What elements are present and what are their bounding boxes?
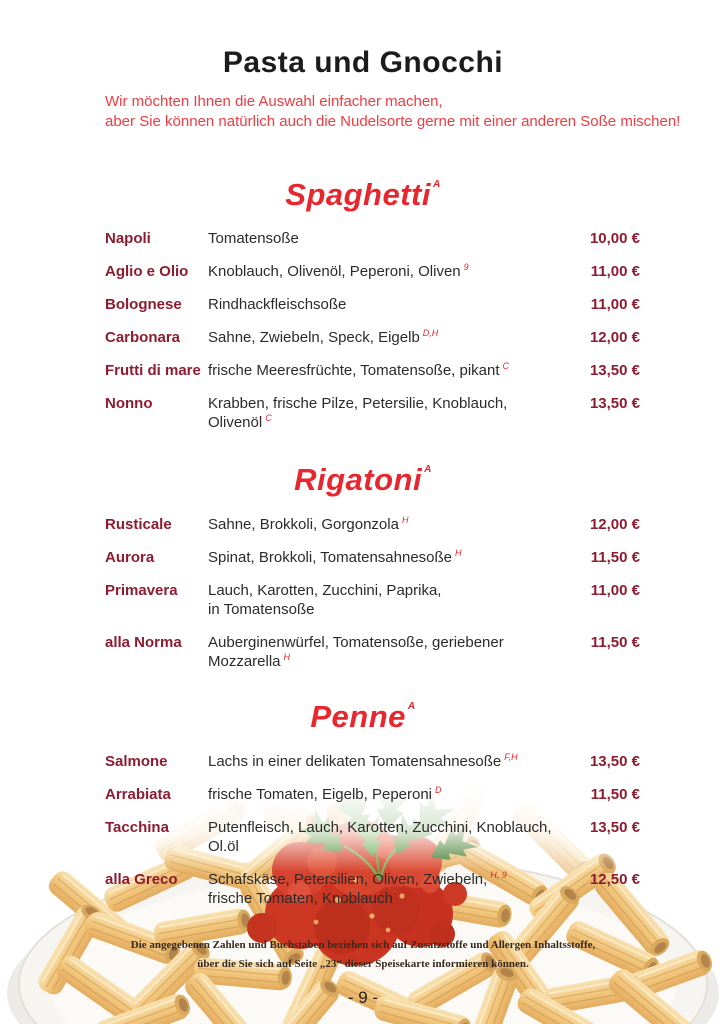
menu-item-description: Schafskäse, Petersilien, Oliven, Zwiebeln, $^{H, 9}$ frische Tomaten, Knoblauch	[208, 870, 574, 908]
intro-text	[105, 92, 726, 132]
menu-item-price: 11,50 €	[590, 549, 640, 566]
menu-item-row	[0, 262, 726, 281]
section-heading-penne	[0, 688, 726, 736]
menu-item-price: 10,00 €	[589, 230, 640, 247]
menu-item-row	[0, 515, 726, 534]
menu-item-description: Lachs in einer delikaten Tomatensahnesoße $^{F,H}$	[208, 752, 518, 770]
menu-item-row	[0, 229, 726, 248]
menu-item-price: 13,50 €	[589, 753, 640, 770]
menu-item-name: Rusticale	[105, 516, 172, 533]
menu-item-row	[0, 752, 726, 771]
section-name: Penne	[310, 699, 406, 734]
allergen-superscript: D,H	[422, 328, 439, 338]
menu-item-row	[0, 295, 726, 314]
section-heading-spaghetti	[0, 166, 726, 214]
menu-item-row	[0, 581, 726, 619]
menu-item-row	[0, 361, 726, 380]
menu-item-description-line2: frische Tomaten, Knoblauch	[208, 890, 393, 907]
menu-item-name: Nonno	[105, 395, 153, 412]
menu-item-name: Aglio e Olio	[105, 263, 189, 280]
menu-item-name: Frutti di mare	[105, 362, 201, 379]
allergen-superscript: A	[433, 179, 441, 190]
menu-item-description: Lauch, Karotten, Zucchini, Paprika, in Tomatensoße	[208, 581, 574, 619]
menu-item-description: Spinat, Brokkoli, Tomatensahnesoße $^H$	[208, 548, 462, 566]
allergen-superscript: A	[407, 701, 416, 712]
allergen-superscript: C	[502, 361, 510, 371]
menu-item-description: Sahne, Brokkoli, Gorgonzola $^H$	[208, 515, 409, 533]
intro-line-2: aber Sie können natürlich auch die Nudelsorte gerne mit einer anderen Soße mischen!	[105, 113, 681, 130]
menu-item-price: 12,50 €	[589, 871, 640, 888]
menu-item-row	[0, 870, 726, 908]
menu-item-description: Krabben, frische Pilze, Petersilie, Knoblauch, Olivenöl $^C$	[208, 395, 508, 431]
section-items-rigatoni	[0, 515, 726, 671]
menu-item-description: Auberginenwürfel, Tomatensoße, geriebener Mozzarella $^H$	[208, 634, 504, 670]
menu-item-description: frische Tomaten, Eigelb, Peperoni $^D$	[208, 785, 442, 803]
menu-item-name: Napoli	[105, 230, 151, 247]
section-name: Rigatoni	[294, 462, 423, 497]
allergen-superscript: H	[283, 652, 291, 662]
menu-item-price: 13,50 €	[589, 362, 640, 379]
menu-item-name: Aurora	[105, 549, 155, 566]
menu-item-price: 12,00 €	[589, 329, 640, 346]
menu-item-description: Knoblauch, Olivenöl, Peperoni, Oliven $^9$	[208, 262, 469, 280]
section-heading-rigatoni	[0, 451, 726, 499]
menu-item-name: Salmone	[105, 753, 168, 770]
menu-item-description: frische Meeresfrüchte, Tomatensoße, pikant $^C$	[208, 361, 510, 379]
menu-item-description: Rindhackfleischsoße	[208, 296, 347, 313]
allergen-superscript: 9	[463, 262, 469, 272]
menu-item-description: Sahne, Zwiebeln, Speck, Eigelb $^{D,H}$	[208, 328, 439, 346]
intro-line-1: Wir möchten Ihnen die Auswahl einfacher machen,	[105, 93, 443, 110]
menu-item-row	[0, 818, 726, 856]
menu-item-name: Carbonara	[105, 329, 181, 346]
menu-item-name: Arrabiata	[105, 786, 171, 803]
menu-item-price: 13,50 €	[589, 819, 640, 836]
allergen-superscript: H	[455, 548, 462, 558]
page-number: - 9 -	[347, 988, 379, 1007]
menu-item-price: 11,50 €	[590, 634, 640, 651]
menu-item-price: 11,00 €	[590, 582, 640, 599]
allergen-superscript: A	[424, 464, 432, 475]
menu-item-name: alla Norma	[105, 634, 182, 651]
menu-item-description-line2: in Tomatensoße	[208, 601, 315, 618]
page-title: Pasta und Gnocchi	[222, 46, 504, 79]
menu-item-description: Tomatensoße	[208, 230, 299, 247]
menu-item-price: 11,50 €	[590, 786, 640, 803]
allergen-superscript: D	[435, 785, 442, 795]
section-items-spaghetti	[0, 229, 726, 432]
menu-item-price: 12,00 €	[589, 516, 640, 533]
menu-item-row	[0, 394, 726, 432]
footnote-line-2: über die Sie sich auf Seite „23“ dieser Speisekarte informieren können.	[197, 958, 529, 970]
allergen-superscript: F,H	[504, 752, 518, 762]
menu-item-row	[0, 785, 726, 804]
allergen-superscript: C	[265, 413, 272, 423]
menu-item-name: Primavera	[105, 582, 178, 599]
menu-item-name: alla Greco	[105, 871, 178, 888]
menu-item-row	[0, 548, 726, 567]
menu-item-description: Putenfleisch, Lauch, Karotten, Zucchini, Knoblauch, Ol.öl	[208, 819, 552, 855]
section-items-penne	[0, 752, 726, 908]
menu-item-price: 13,50 €	[589, 395, 640, 412]
allergen-superscript: H, 9	[490, 870, 507, 880]
allergen-footnote	[0, 936, 726, 974]
menu-item-name: Tacchina	[105, 819, 169, 836]
menu-item-row	[0, 328, 726, 347]
section-name: Spaghetti	[285, 177, 431, 212]
menu-item-price: 11,00 €	[590, 296, 640, 313]
menu-item-name: Bolognese	[105, 296, 182, 313]
menu-item-row	[0, 633, 726, 671]
allergen-superscript: H	[401, 515, 409, 525]
menu-item-price: 11,00 €	[590, 263, 640, 280]
footnote-line-1: Die angegebenen Zahlen und Buchstaben beziehen sich auf Zusatzstoffe und Allergen Inhaltsstoffe,	[130, 939, 596, 951]
